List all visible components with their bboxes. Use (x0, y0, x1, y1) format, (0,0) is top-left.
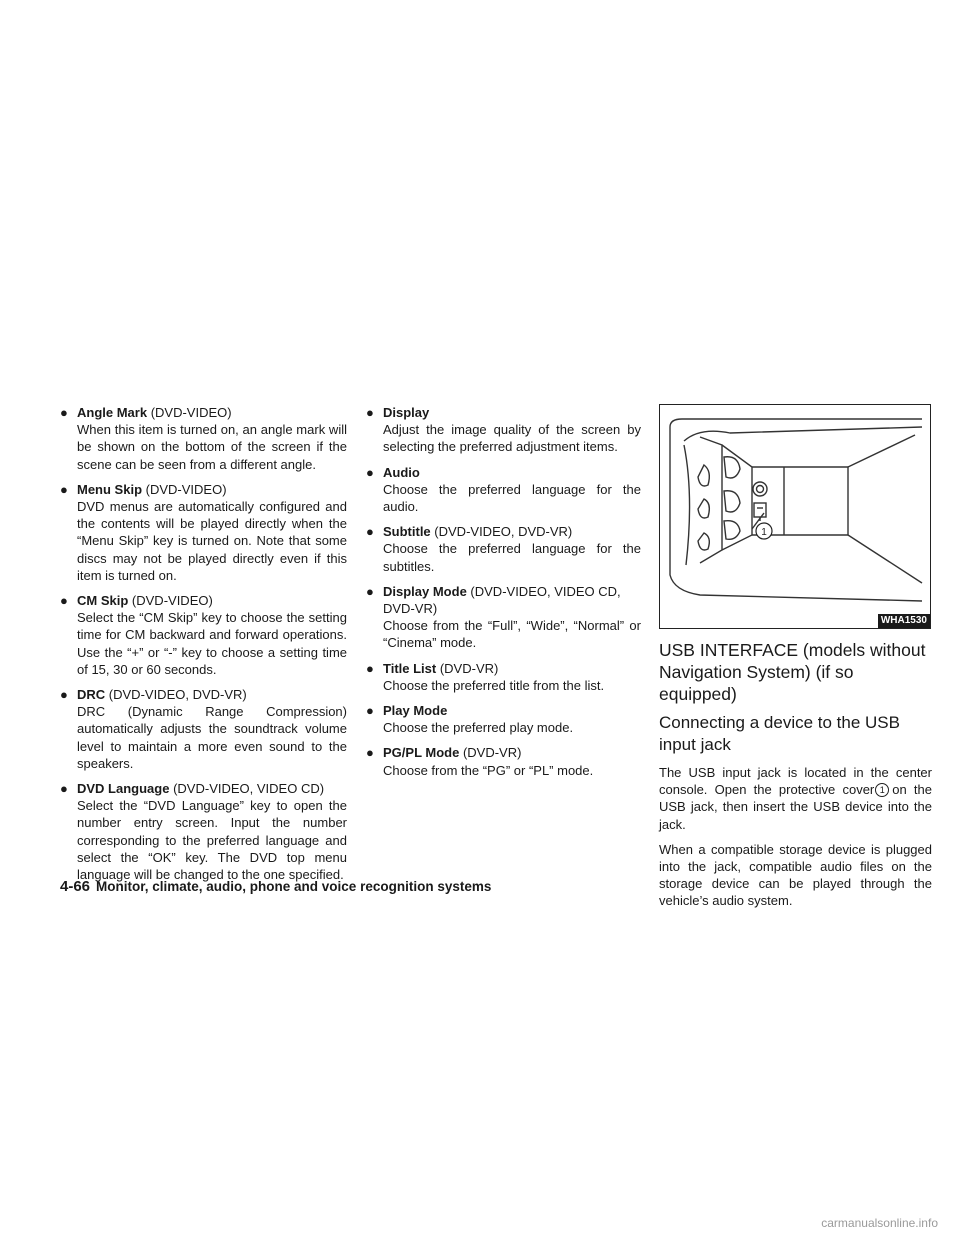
item-term: Menu Skip (77, 481, 143, 497)
item-term: Display (383, 405, 430, 420)
item-description: Choose the preferred title from the list. (383, 677, 605, 693)
paragraph-text: on the USB jack, then insert the USB device into the jack. (659, 782, 932, 832)
right-column (659, 404, 932, 918)
list-item (366, 404, 641, 456)
item-term: Title List (383, 660, 437, 676)
item-term: DVD Language (77, 781, 170, 797)
watermark: carmanualsonline.info (821, 1216, 938, 1230)
item-description: Select the “CM Skip” key to choose the setting time for CM backward and forward operations. Use the “+” or “-” key to choose a setting time of 15, 30 or 60 seconds. (77, 610, 347, 677)
item-term: Subtitle (383, 524, 431, 540)
bullet: ● (366, 405, 374, 420)
figure-label: WHA1530 (878, 614, 930, 628)
paragraph-text: The USB input jack is located in the center console. Open the protective cover (659, 765, 932, 798)
item-description: Choose the preferred language for the audio. (383, 481, 641, 515)
bullet: ● (366, 464, 374, 480)
section-heading: USB INTERFACE (models without Navigation System) (if so equipped) (659, 640, 926, 704)
bullet: ● (366, 524, 374, 540)
list-item (366, 583, 641, 652)
page-number: 4-66 (60, 878, 91, 895)
paragraph-usb-playback: When a compatible storage device is plugged into the jack, compatible audio files on the storage device can be played through the vehicle’s audio system. (659, 841, 932, 909)
item-term: Play Mode (383, 703, 448, 719)
item-term: PG/PL Mode (383, 745, 460, 761)
callout-number: 1 (761, 527, 767, 538)
item-description: Choose from the “Full”, “Wide”, “Normal” or “Cinema” mode. (383, 618, 641, 651)
bullet: ● (366, 660, 374, 676)
item-qualifier: (DVD-VIDEO) (131, 593, 213, 609)
item-qualifier: (DVD-VIDEO) (145, 481, 227, 497)
usb-jack-illustration (659, 404, 931, 629)
bullet: ● (366, 745, 374, 761)
item-qualifier: (DVD-VIDEO) (150, 405, 232, 420)
bullet: ● (366, 583, 374, 599)
bullet: ● (366, 703, 374, 719)
subsection-heading: Connecting a device to the USB input jack (659, 713, 900, 754)
item-description: Choose the preferred play mode. (383, 720, 574, 736)
item-qualifier: (DVD-VR) (462, 745, 522, 761)
bullet: ● (60, 481, 68, 497)
callout-marker (756, 523, 772, 539)
list-item (60, 404, 347, 473)
item-qualifier: (DVD-VIDEO, VIDEO CD) (173, 781, 325, 797)
page-footer (60, 878, 491, 896)
item-description: DRC (Dynamic Range Compression) automatically adjusts the soundtrack volume level to maintain a more even sound to the speakers. (77, 704, 347, 771)
item-description: When this item is turned on, an angle mark will be shown on the bottom of the screen if the scene can be seen from a different angle. (77, 422, 347, 472)
list-item (366, 702, 641, 736)
bullet: ● (60, 405, 68, 420)
item-qualifier: (DVD-VIDEO, DVD-VR) (434, 524, 573, 540)
callout-marker: 1 (875, 783, 889, 797)
middle-column (366, 404, 641, 787)
bullet: ● (60, 593, 68, 609)
item-term: CM Skip (77, 593, 129, 609)
list-item (60, 592, 347, 678)
list-item (366, 523, 641, 575)
console-line-drawing (660, 405, 931, 629)
item-qualifier: (DVD-VIDEO, DVD-VR) (108, 687, 247, 703)
bullet: ● (60, 781, 68, 797)
paragraph-usb-location (659, 764, 932, 833)
item-term: Audio (383, 464, 420, 480)
list-item (60, 780, 347, 883)
item-description: DVD menus are automatically configured and the contents will be played directly when the “Menu Skip” key is turned on. Note that some discs may not be played directly even if this item is turned on. (77, 499, 347, 583)
list-item (366, 744, 641, 778)
item-qualifier: (DVD-VIDEO, VIDEO CD, DVD-VR) (383, 583, 621, 617)
item-term: DRC (77, 687, 106, 703)
chapter-title: Monitor, climate, audio, phone and voice recognition systems (96, 879, 492, 894)
item-qualifier: (DVD-VR) (439, 660, 499, 676)
list-item (366, 464, 641, 516)
item-description: Choose the preferred language for the subtitles. (383, 541, 641, 574)
item-description: Choose from the “PG” or “PL” mode. (383, 762, 594, 778)
item-description: Adjust the image quality of the screen by selecting the preferred adjustment items. (383, 422, 641, 455)
left-column (60, 404, 347, 891)
item-term: Angle Mark (77, 405, 148, 420)
list-item (60, 686, 347, 772)
item-term: Display Mode (383, 583, 467, 599)
list-item (366, 660, 641, 694)
item-description: Select the “DVD Language” key to open the number entry screen. Input the number corresponding to the preferred language and select the “OK” key. The DVD top menu language will be changed to the one specified. (77, 798, 347, 883)
bullet: ● (60, 687, 68, 703)
list-item (60, 481, 347, 584)
